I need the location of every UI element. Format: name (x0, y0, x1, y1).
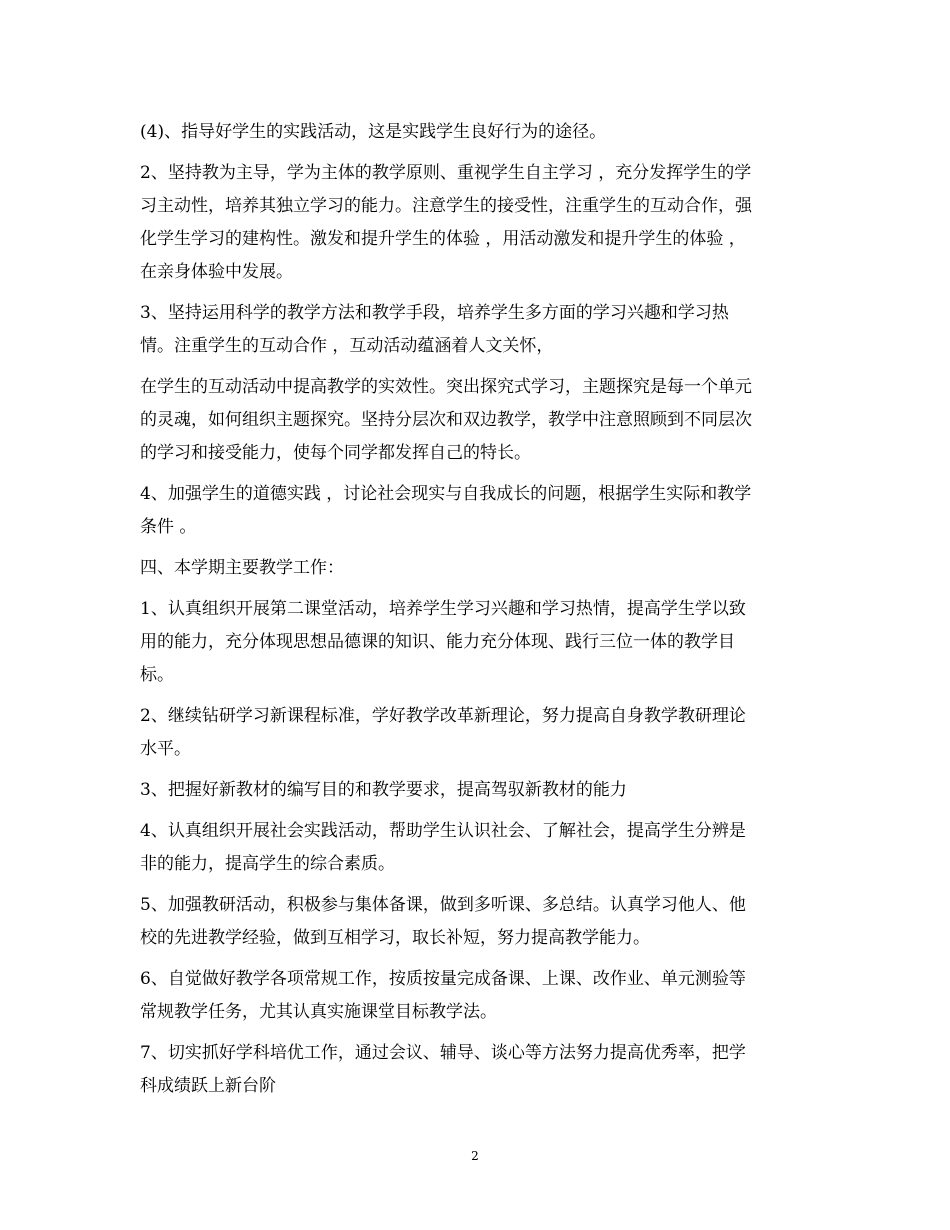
paragraph (140, 478, 810, 544)
paragraph (140, 700, 810, 766)
text-line: 校的先进教学经验，做到互相学习，取长补短，努力提高教学能力。 (140, 928, 650, 948)
text-line: 4、认真组织开展社会实践活动，帮助学生认识社会、了解社会，提高学生分辨是 (140, 821, 746, 841)
text-line: (4)、指导好学生的实践活动，这是实践学生良好行为的途径。 (140, 122, 607, 142)
text-line: 6、自觉做好教学各项常规工作，按质按量完成备课、上课、改作业、单元测验等 (140, 969, 746, 989)
text-line: 3、坚持运用科学的教学方法和教学手段，培养学生多方面的学习兴趣和学习热 (140, 303, 729, 323)
paragraph (140, 593, 810, 692)
text-line: 四、本学期主要教学工作： (140, 558, 344, 578)
text-line: 2、坚持教为主导，学为主体的教学原则、重视学生自主学习 ，充分发挥学生的学 (140, 163, 752, 183)
text-line: 5、加强教研活动，积极参与集体备课，做到多听课、多总结。认真学习他人、他 (140, 895, 746, 915)
text-line: 用的能力，充分体现思想品德课的知识、能力充分体现、践行三位一体的教学目 (140, 632, 735, 652)
text-line: 科成绩跃上新台阶 (140, 1076, 276, 1096)
document-body (140, 116, 810, 1111)
text-line: 在学生的互动活动中提高教学的实效性。突出探究式学习，主题探究是每一个单元 (140, 377, 752, 397)
text-line: 的灵魂，如何组织主题探究。坚持分层次和双边教学，教学中注意照顾到不同层次 (140, 410, 752, 430)
text-line: 常规教学任务，尤其认真实施课堂目标教学法。 (140, 1002, 497, 1022)
text-line: 的学习和接受能力，使每个同学都发挥自己的特长。 (140, 443, 531, 463)
text-line: 条件 。 (140, 517, 197, 537)
paragraph (140, 116, 810, 149)
text-line: 3、把握好新教材的编写目的和教学要求，提高驾驭新教材的能力 (140, 780, 627, 800)
text-line: 情。注重学生的互动合作 ，互动活动蕴涵着人文关怀， (140, 336, 554, 356)
paragraph (140, 815, 810, 881)
text-line: 在亲身体验中发展。 (140, 262, 293, 282)
text-line: 习主动性，培养其独立学习的能力。注意学生的接受性，注重学生的互动合作，强 (140, 196, 752, 216)
text-line: 2、继续钻研学习新课程标准，学好教学改革新理论，努力提高自身教学教研理论 (140, 706, 746, 726)
text-line: 7、切实抓好学科培优工作，通过会议、辅导、谈心等方法努力提高优秀率，把学 (140, 1043, 746, 1063)
text-line: 标。 (140, 665, 174, 685)
text-line: 水平。 (140, 739, 191, 759)
paragraph (140, 963, 810, 1029)
paragraph (140, 1037, 810, 1103)
text-line: 非的能力，提高学生的综合素质。 (140, 854, 395, 874)
paragraph (140, 889, 810, 955)
text-line: 4、加强学生的道德实践 ，讨论社会现实与自我成长的问题，根据学生实际和教学 (140, 484, 752, 504)
page-number: 2 (471, 1149, 479, 1163)
paragraph (140, 297, 810, 363)
paragraph (140, 157, 810, 289)
text-line: 化学生学习的建构性。激发和提升学生的体验 ，用活动激发和提升学生的体验 ， (140, 229, 746, 249)
paragraph (140, 371, 810, 470)
paragraph (140, 774, 810, 807)
paragraph (140, 552, 810, 585)
text-line: 1、认真组织开展第二课堂活动，培养学生学习兴趣和学习热情，提高学生学以致 (140, 599, 746, 619)
